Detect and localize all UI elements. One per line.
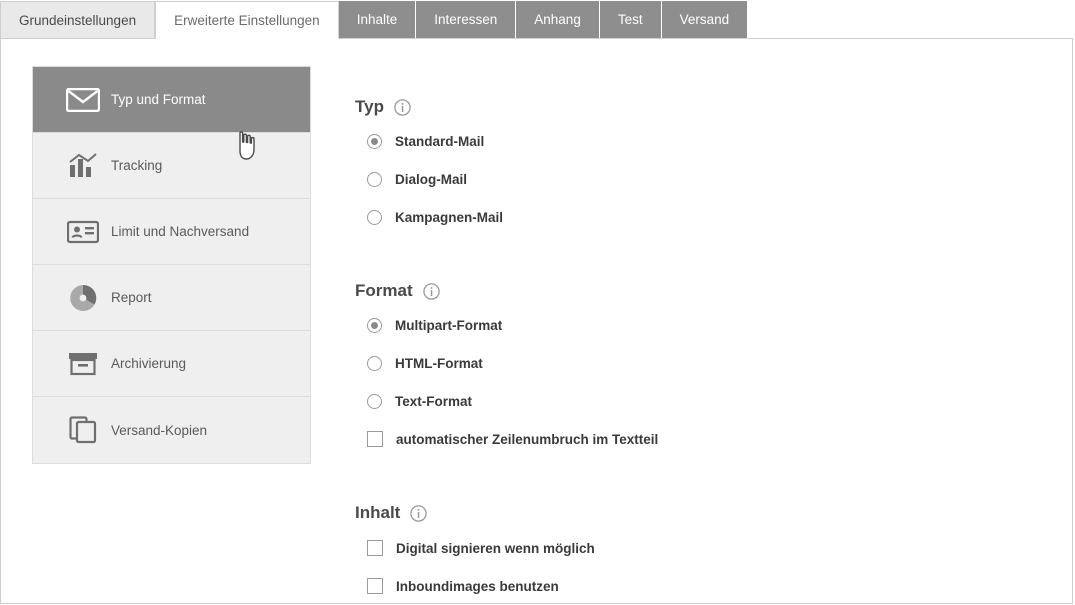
radio-text-format[interactable] bbox=[367, 394, 472, 409]
tab-test[interactable] bbox=[600, 1, 662, 39]
tab-erweiterte-einstellungen[interactable] bbox=[155, 1, 339, 39]
checkbox-indicator bbox=[367, 540, 383, 556]
section-label: Inhalt bbox=[355, 503, 401, 522]
sidebar-item-label: Typ und Format bbox=[111, 92, 206, 107]
sidebar-item-versand-kopien[interactable] bbox=[33, 397, 310, 463]
sidebar-item-archivierung[interactable] bbox=[33, 331, 310, 397]
section-label: Format bbox=[355, 281, 413, 300]
envelope-icon bbox=[55, 88, 111, 112]
copy-pages-icon bbox=[55, 416, 111, 444]
sidebar-item-report[interactable] bbox=[33, 265, 310, 331]
section-label: Typ bbox=[355, 97, 384, 116]
tab-label: Inhalte bbox=[356, 12, 398, 27]
id-card-icon bbox=[55, 220, 111, 244]
radio-indicator bbox=[367, 318, 382, 333]
checkbox-label: automatischer Zeilenumbruch im Textteil bbox=[396, 431, 659, 447]
tab-label: Test bbox=[617, 12, 643, 27]
tab-label: Interessen bbox=[434, 12, 498, 27]
settings-panel bbox=[0, 38, 1073, 604]
info-icon[interactable] bbox=[410, 505, 427, 522]
section-title-inhalt bbox=[355, 503, 427, 523]
radio-label: HTML-Format bbox=[395, 356, 483, 371]
sidebar-item-label: Limit und Nachversand bbox=[111, 224, 250, 239]
radio-indicator bbox=[367, 172, 382, 187]
info-icon[interactable] bbox=[423, 283, 440, 300]
checkbox-indicator bbox=[367, 431, 383, 447]
sidebar-item-tracking[interactable] bbox=[33, 133, 310, 199]
radio-indicator bbox=[367, 394, 382, 409]
tab-anhang[interactable] bbox=[516, 1, 600, 39]
tab-interessen[interactable] bbox=[416, 1, 516, 39]
sidebar-item-typ-und-format[interactable] bbox=[33, 67, 310, 133]
radio-indicator bbox=[367, 134, 382, 149]
tab-label: Versand bbox=[679, 12, 730, 27]
settings-sidebar bbox=[32, 66, 311, 464]
radio-label: Kampagnen-Mail bbox=[395, 210, 504, 225]
radio-label: Text-Format bbox=[395, 394, 473, 409]
archive-box-icon bbox=[55, 351, 111, 377]
radio-kampagnen-mail[interactable] bbox=[367, 210, 503, 225]
radio-label: Multipart-Format bbox=[395, 318, 503, 333]
section-title-format bbox=[355, 281, 440, 301]
tab-versand[interactable] bbox=[662, 1, 749, 39]
tab-inhalte[interactable] bbox=[339, 1, 417, 39]
sidebar-item-label: Archivierung bbox=[111, 356, 187, 371]
radio-standard-mail[interactable] bbox=[367, 134, 484, 149]
radio-multipart-format[interactable] bbox=[367, 318, 502, 333]
radio-dialog-mail[interactable] bbox=[367, 172, 467, 187]
sidebar-item-label: Versand-Kopien bbox=[111, 422, 208, 438]
tab-bar bbox=[0, 0, 1075, 39]
radio-indicator bbox=[367, 356, 382, 371]
tab-label: Anhang bbox=[534, 12, 581, 27]
info-icon[interactable] bbox=[394, 99, 411, 116]
sidebar-item-limit-und-nachversand[interactable] bbox=[33, 199, 310, 265]
checkbox-label: Digital signieren wenn möglich bbox=[396, 540, 595, 556]
checkbox-indicator bbox=[367, 578, 383, 594]
radio-html-format[interactable] bbox=[367, 356, 483, 371]
radio-label: Dialog-Mail bbox=[395, 172, 468, 187]
sidebar-item-label: Report bbox=[111, 290, 152, 305]
checkbox-label: Inboundimages benutzen bbox=[396, 578, 559, 594]
checkbox-automatischer-zeilenumbruch[interactable] bbox=[367, 431, 658, 447]
tab-label: Grundeinstellungen bbox=[19, 13, 137, 28]
chart-bars-icon bbox=[55, 153, 111, 179]
checkbox-inboundimages-benutzen[interactable] bbox=[367, 578, 559, 594]
radio-indicator bbox=[367, 210, 382, 225]
section-title-typ bbox=[355, 97, 411, 117]
checkbox-digital-signieren[interactable] bbox=[367, 540, 595, 556]
radio-label: Standard-Mail bbox=[395, 134, 485, 149]
sidebar-item-label: Tracking bbox=[111, 158, 163, 173]
tab-grundeinstellungen[interactable] bbox=[0, 1, 155, 39]
tab-label: Erweiterte Einstellungen bbox=[174, 13, 320, 28]
pie-chart-icon bbox=[55, 284, 111, 312]
